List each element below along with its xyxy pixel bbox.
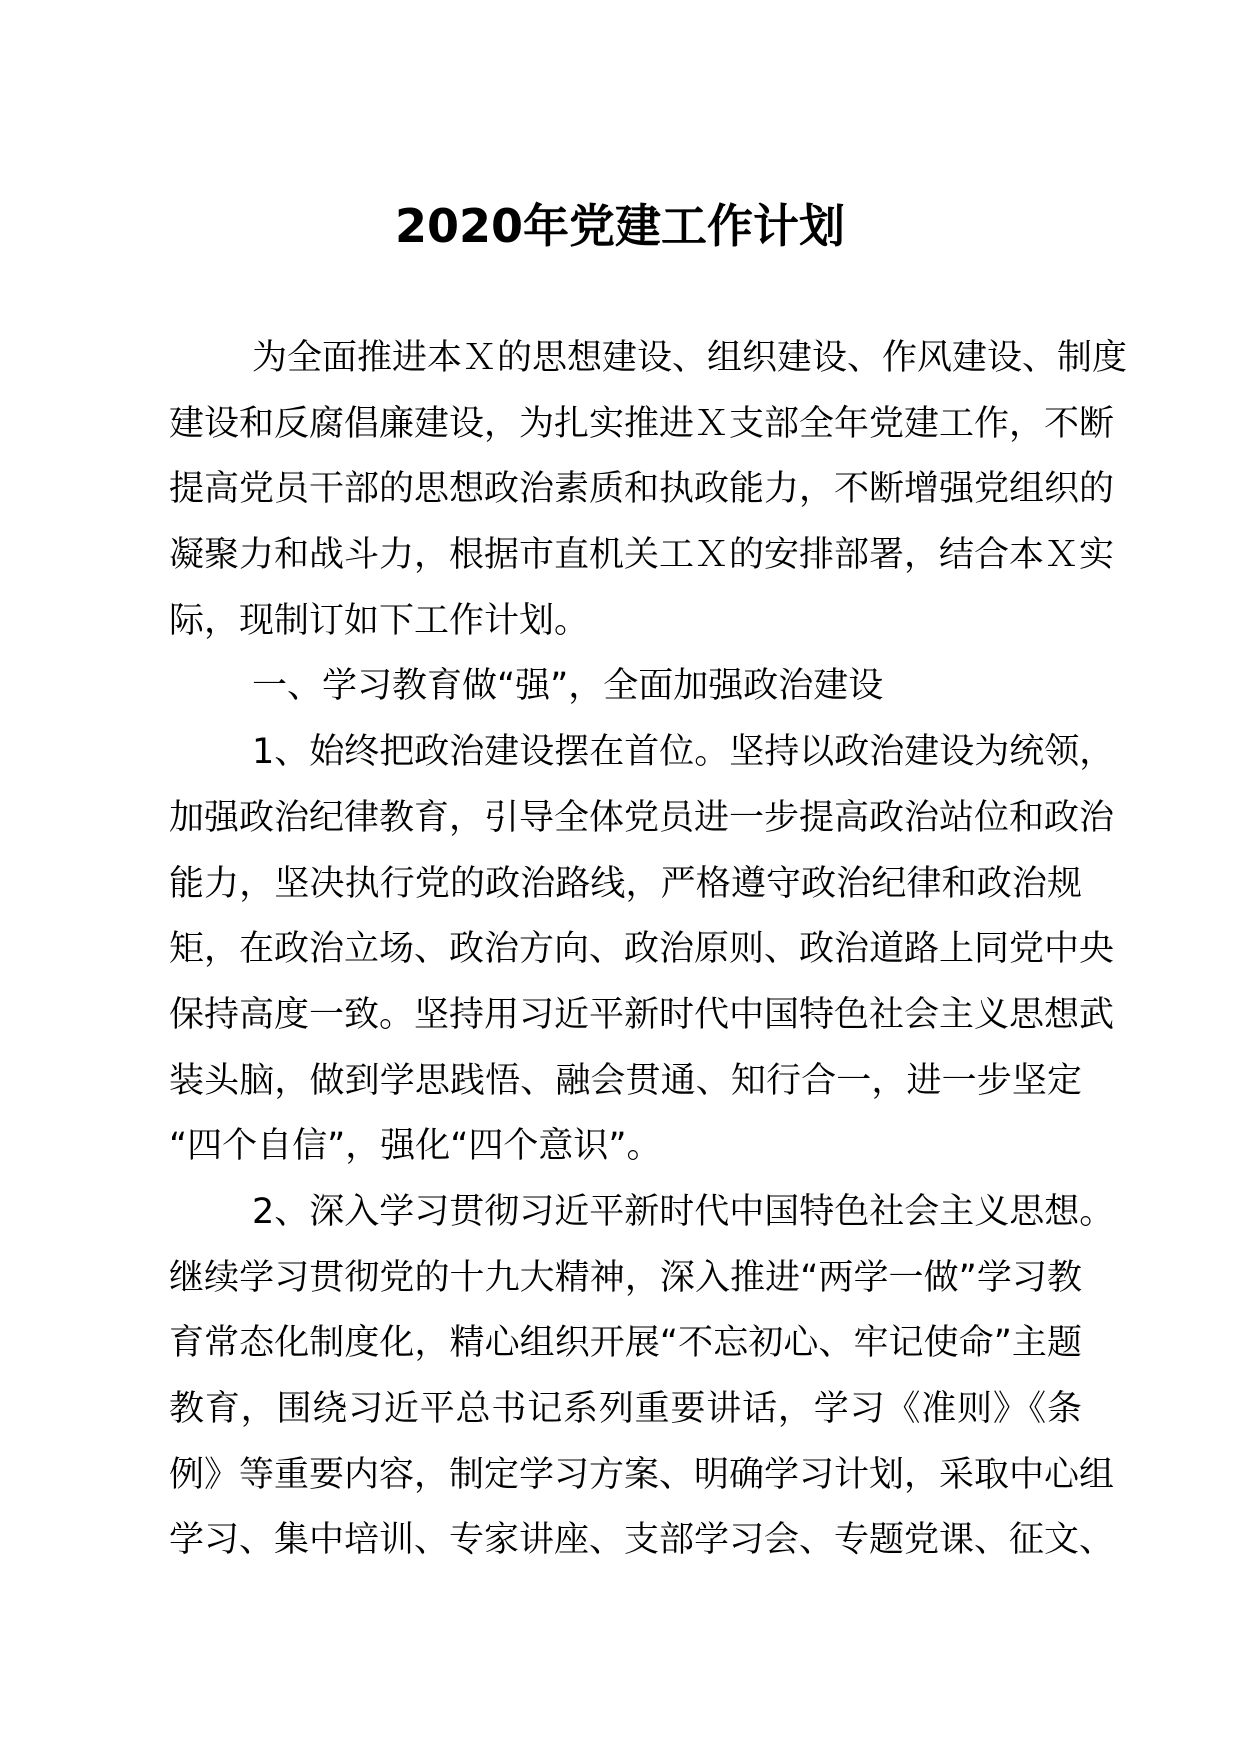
document-body — [169, 326, 1128, 1574]
paragraph — [169, 720, 1115, 1180]
text-line: 学习、集中培训、专家讲座、支部学习会、专题党课、征文、 — [169, 1520, 1115, 1561]
text-line: 装头脑，做到学思践悟、融会贯通、知行合一，进一步坚定 — [169, 1060, 1082, 1101]
text-line: 保持高度一致。坚持用习近平新时代中国特色社会主义思想武 — [169, 994, 1115, 1035]
text-line: “四个自信”，强化“四个意识”。 — [169, 1126, 662, 1167]
text-line: 例》等重要内容，制定学习方案、明确学习计划，采取中心组 — [169, 1454, 1115, 1495]
paragraph — [169, 326, 1128, 654]
text-line: 2、深入学习贯彻习近平新时代中国特色社会主义思想。 — [252, 1191, 1115, 1232]
text-line: 际，现制订如下工作计划。 — [169, 600, 590, 641]
section-heading — [169, 654, 1082, 720]
text-line: 建设和反腐倡廉建设，为扎实推进Ｘ支部全年党建工作，不断 — [169, 403, 1115, 444]
text-line: 一、学习教育做“强”，全面加强政治建设 — [252, 666, 884, 707]
document-title: 2020年党建工作计划 — [394, 199, 846, 253]
text-line: 继续学习贯彻党的十九大精神，深入推进“两学一做”学习教 — [169, 1257, 1082, 1298]
text-line: 为全面推进本Ｘ的思想建设、组织建设、作风建设、制度 — [252, 338, 1128, 378]
paragraph — [169, 1180, 1115, 1574]
text-line: 1、始终把政治建设摆在首位。坚持以政治建设为统领， — [252, 732, 1115, 773]
text-line: 矩，在政治立场、政治方向、政治原则、政治道路上同党中央 — [169, 929, 1115, 970]
text-line: 凝聚力和战斗力，根据市直机关工Ｘ的安排部署，结合本Ｘ实 — [169, 535, 1115, 576]
text-line: 提高党员干部的思想政治素质和执政能力，不断增强党组织的 — [169, 469, 1115, 510]
text-line: 教育，围绕习近平总书记系列重要讲话，学习《准则》《条 — [169, 1389, 1082, 1429]
text-line: 育常态化制度化，精心组织开展“不忘初心、牢记使命”主题 — [169, 1323, 1082, 1364]
text-line: 加强政治纪律教育，引导全体党员进一步提高政治站位和政治 — [169, 797, 1115, 838]
text-line: 能力，坚决执行党的政治路线，严格遵守政治纪律和政治规 — [169, 863, 1082, 904]
